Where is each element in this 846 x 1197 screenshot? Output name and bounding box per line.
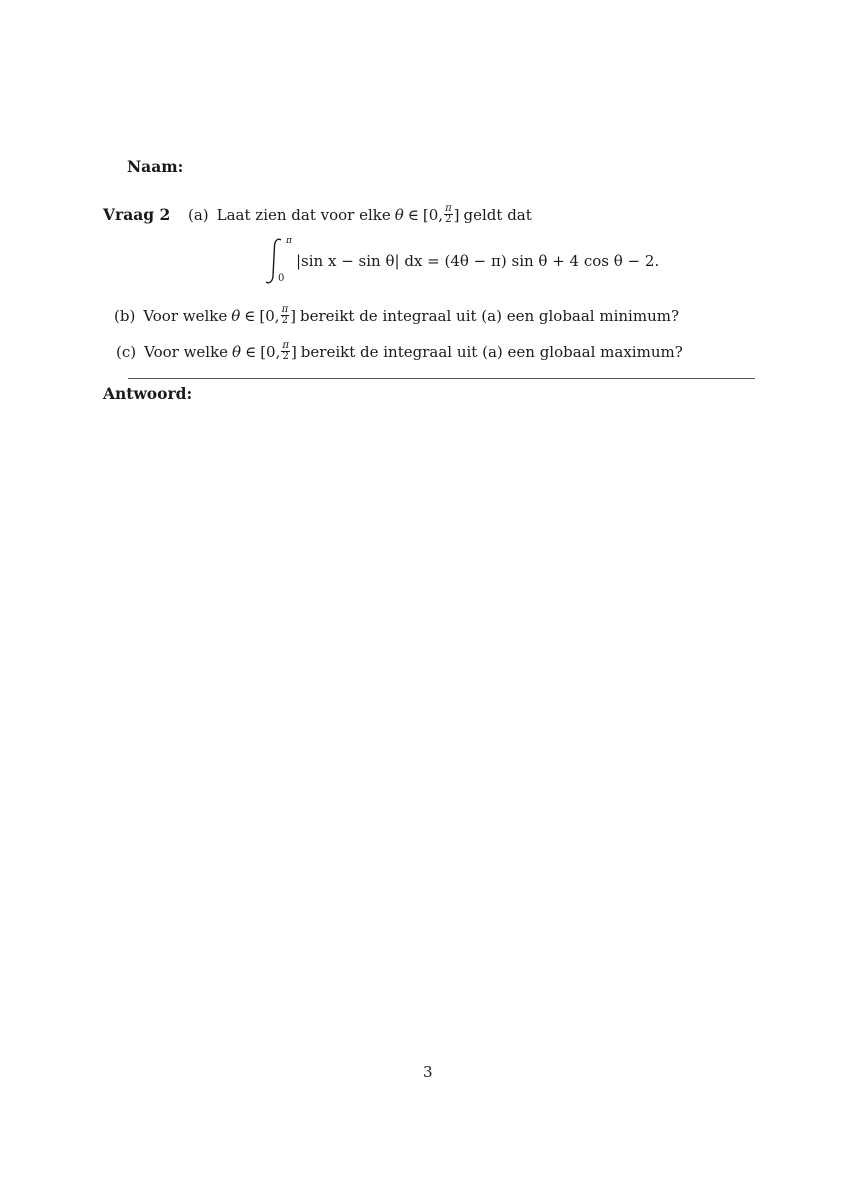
question-part-b	[114, 305, 679, 326]
part-b-element-of: ∈	[244, 306, 256, 325]
part-a-theta: θ	[394, 205, 404, 224]
part-a-frac-den: 2	[445, 214, 452, 225]
part-c-label: (c)	[116, 342, 137, 361]
integral-sign	[262, 236, 292, 286]
part-a-fraction	[444, 204, 453, 225]
part-a-interval-open: [0,	[422, 205, 444, 224]
part-b-label: (b)	[114, 306, 136, 325]
part-c-interval-open: [0,	[260, 342, 281, 361]
part-a-interval-close: ]	[453, 205, 460, 224]
question-part-a	[188, 204, 532, 225]
part-c-fraction	[281, 341, 290, 362]
part-a-label: (a)	[188, 205, 209, 224]
part-b-frac-den: 2	[281, 315, 289, 326]
part-a-frac-num: π	[445, 203, 452, 214]
part-b-fraction	[281, 305, 290, 326]
part-b-text-after: bereikt de integraal uit (a) een globaal minimum?	[300, 306, 680, 325]
part-c-text-before: Voor welke	[144, 342, 229, 361]
part-c-text-after: bereikt de integraal uit (a) een globaal maximum?	[300, 342, 683, 361]
integral-lower-limit: 0	[278, 273, 285, 284]
part-b-interval-open: [0,	[259, 306, 280, 325]
answer-label: Antwoord:	[103, 384, 193, 403]
part-c-frac-num: π	[282, 340, 289, 351]
part-c-element-of: ∈	[245, 342, 257, 361]
horizontal-rule	[128, 378, 755, 379]
part-b-theta: θ	[231, 306, 241, 325]
part-a-text-before: Laat zien dat voor elke	[216, 205, 391, 224]
part-b-text-before: Voor welke	[143, 306, 228, 325]
part-a-element-of: ∈	[407, 205, 419, 224]
question-label: Vraag 2	[103, 205, 171, 224]
page-number: 3	[423, 1063, 433, 1081]
name-label: Naam:	[127, 157, 184, 176]
question-part-c	[116, 341, 683, 362]
integral-equation	[262, 236, 659, 286]
part-a-text-after: geldt dat	[463, 205, 532, 224]
integral-upper-limit: π	[286, 236, 292, 246]
part-c-theta: θ	[232, 342, 242, 361]
part-b-frac-num: π	[281, 304, 289, 315]
part-c-frac-den: 2	[282, 351, 289, 362]
part-c-interval-close: ]	[290, 342, 297, 361]
part-b-interval-close: ]	[290, 306, 296, 325]
integral-expression: |sin x − sin θ| dx = (4θ − π) sin θ + 4 cos θ − 2.	[296, 252, 660, 270]
